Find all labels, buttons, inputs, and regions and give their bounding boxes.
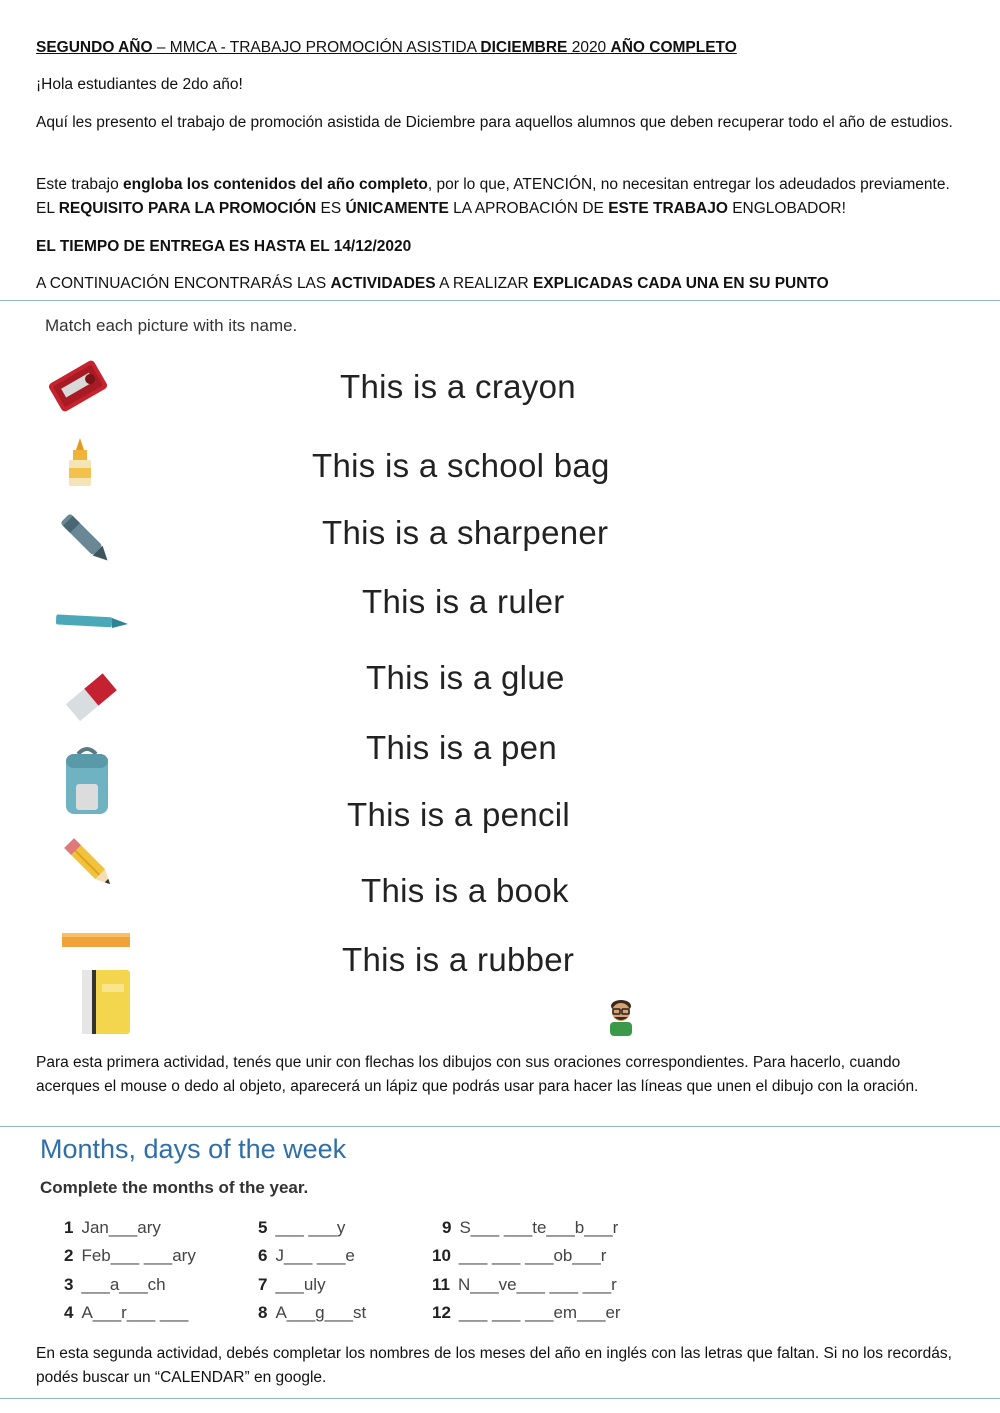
month-item[interactable] [258, 1303, 366, 1323]
sentence-ruler[interactable]: This is a ruler [362, 583, 565, 620]
activity1-instruction: Match each picture with its name. [45, 316, 298, 335]
month-number: 10 [432, 1246, 451, 1265]
month-item[interactable] [258, 1246, 355, 1266]
cont-text-1: A CONTINUACIÓN ENCONTRARÁS LAS [36, 275, 331, 292]
month-item[interactable] [64, 1218, 161, 1238]
req-text-4: REQUISITO PARA LA PROMOCIÓN [58, 200, 317, 217]
month-number: 4 [64, 1303, 74, 1322]
month-text: ___a___ch [81, 1275, 166, 1294]
sentence-book[interactable]: This is a book [361, 872, 569, 909]
intro-paragraph: Aquí les presento el trabajo de promoción asistida de Diciembre para aquellos alumnos que deben recuperar todo el año de estudios. [36, 114, 953, 131]
divider [0, 300, 1000, 301]
month-number: 1 [64, 1218, 74, 1237]
pencil-icon[interactable] [60, 834, 122, 896]
month-text: N___ve___ ___ ___r [457, 1275, 617, 1294]
month-item[interactable] [64, 1275, 166, 1295]
month-number: 6 [258, 1246, 268, 1265]
month-text: Jan___ary [81, 1218, 161, 1237]
activity1-explanation: Para esta primera actividad, tenés que unir con flechas los dibujos con sus oraciones correspondientes. Para hacerlo, cuando acerques el mouse o dedo al objeto, aparecerá un lápiz que podrás usar para hacer las líneas que unen el dibujo con la oración. [36, 1054, 919, 1095]
month-text: ___ ___ ___em___er [458, 1303, 621, 1322]
month-number: 8 [258, 1303, 268, 1322]
month-number: 9 [442, 1218, 452, 1237]
month-text: ___ ___ ___ob___r [458, 1246, 607, 1265]
sentence-school-bag[interactable]: This is a school bag [312, 447, 610, 484]
activity2-explanation: En esta segunda actividad, debés completar los nombres de los meses del año en inglés con las letras que faltan. Si no los recordás, podés buscar un “CALENDAR” en google. [36, 1345, 952, 1386]
req-text-5: ES [316, 200, 346, 217]
req-text-7: LA APROBACIÓN DE [448, 200, 609, 217]
sentence-pen[interactable]: This is a pen [366, 729, 557, 766]
req-text-3: , por lo que, ATENCIÓN, no necesitan entregar los adeudados previamente. EL [36, 176, 950, 217]
month-number: 2 [64, 1246, 74, 1265]
month-item[interactable] [432, 1303, 621, 1323]
rubber-icon[interactable] [64, 672, 120, 724]
sentence-rubber[interactable]: This is a rubber [342, 941, 575, 978]
month-item[interactable] [64, 1303, 188, 1323]
header-subject: – MMCA - TRABAJO PROMOCIÓN ASISTIDA [152, 39, 481, 56]
sharpener-icon[interactable] [42, 350, 114, 422]
month-text: Feb___ ___ary [81, 1246, 196, 1265]
divider [0, 1126, 1000, 1127]
month-number: 5 [258, 1218, 268, 1237]
document-header [36, 36, 956, 60]
crayon-icon[interactable] [56, 610, 130, 634]
req-text-8: ESTE TRABAJO [608, 200, 728, 217]
req-text-2: engloba los contenidos del año completo [123, 176, 428, 193]
month-item[interactable] [64, 1246, 196, 1266]
month-number: 7 [258, 1275, 268, 1294]
sentence-sharpener[interactable]: This is a sharpener [322, 514, 609, 551]
header-scope: AÑO COMPLETO [610, 39, 737, 56]
glue-icon[interactable] [66, 438, 94, 488]
sentence-pencil[interactable]: This is a pencil [347, 796, 571, 833]
month-item[interactable] [432, 1275, 617, 1295]
cont-text-2: ACTIVIDADES [330, 275, 436, 292]
book-icon[interactable] [80, 970, 132, 1034]
month-item[interactable] [258, 1218, 345, 1238]
month-text: ___uly [275, 1275, 326, 1294]
month-item[interactable] [258, 1275, 326, 1295]
req-text-9: ENGLOBADOR! [727, 200, 846, 217]
month-text: J___ ___e [275, 1246, 355, 1265]
req-text-1: Este trabajo [36, 176, 124, 193]
activity2-subtitle: Complete the months of the year. [40, 1178, 309, 1197]
greeting: ¡Hola estudiantes de 2do año! [36, 76, 243, 93]
ruler-icon[interactable] [62, 930, 130, 950]
month-text: A___g___st [275, 1303, 367, 1322]
cont-text-4: EXPLICADAS CADA UNA EN SU PUNTO [532, 275, 829, 292]
cont-text-3: A REALIZAR [435, 275, 533, 292]
sentence-crayon[interactable]: This is a crayon [340, 368, 576, 405]
month-item[interactable] [442, 1218, 618, 1238]
pen-icon[interactable] [56, 510, 118, 570]
requirements-paragraph [36, 173, 956, 221]
sentence-glue[interactable]: This is a glue [366, 659, 565, 696]
activity2-title: Months, days of the week [40, 1134, 347, 1164]
req-text-6: ÚNICAMENTE [345, 200, 449, 217]
month-number: 3 [64, 1275, 74, 1294]
month-text: S___ ___te___b___r [459, 1218, 619, 1237]
month-number: 12 [432, 1303, 451, 1322]
header-month: DICIEMBRE [480, 39, 568, 56]
month-number: 11 [432, 1275, 450, 1294]
month-text: A___r___ ___ [81, 1303, 189, 1322]
divider [0, 1398, 1000, 1399]
month-text: ___ ___y [275, 1218, 346, 1237]
deadline: EL TIEMPO DE ENTREGA ES HASTA EL 14/12/2020 [36, 238, 412, 255]
continuation-paragraph [36, 272, 956, 296]
avatar [606, 998, 636, 1036]
header-year: SEGUNDO AÑO [36, 39, 153, 56]
month-item[interactable] [432, 1246, 606, 1266]
school-bag-icon[interactable] [64, 746, 110, 816]
header-year-number: 2020 [567, 39, 611, 56]
